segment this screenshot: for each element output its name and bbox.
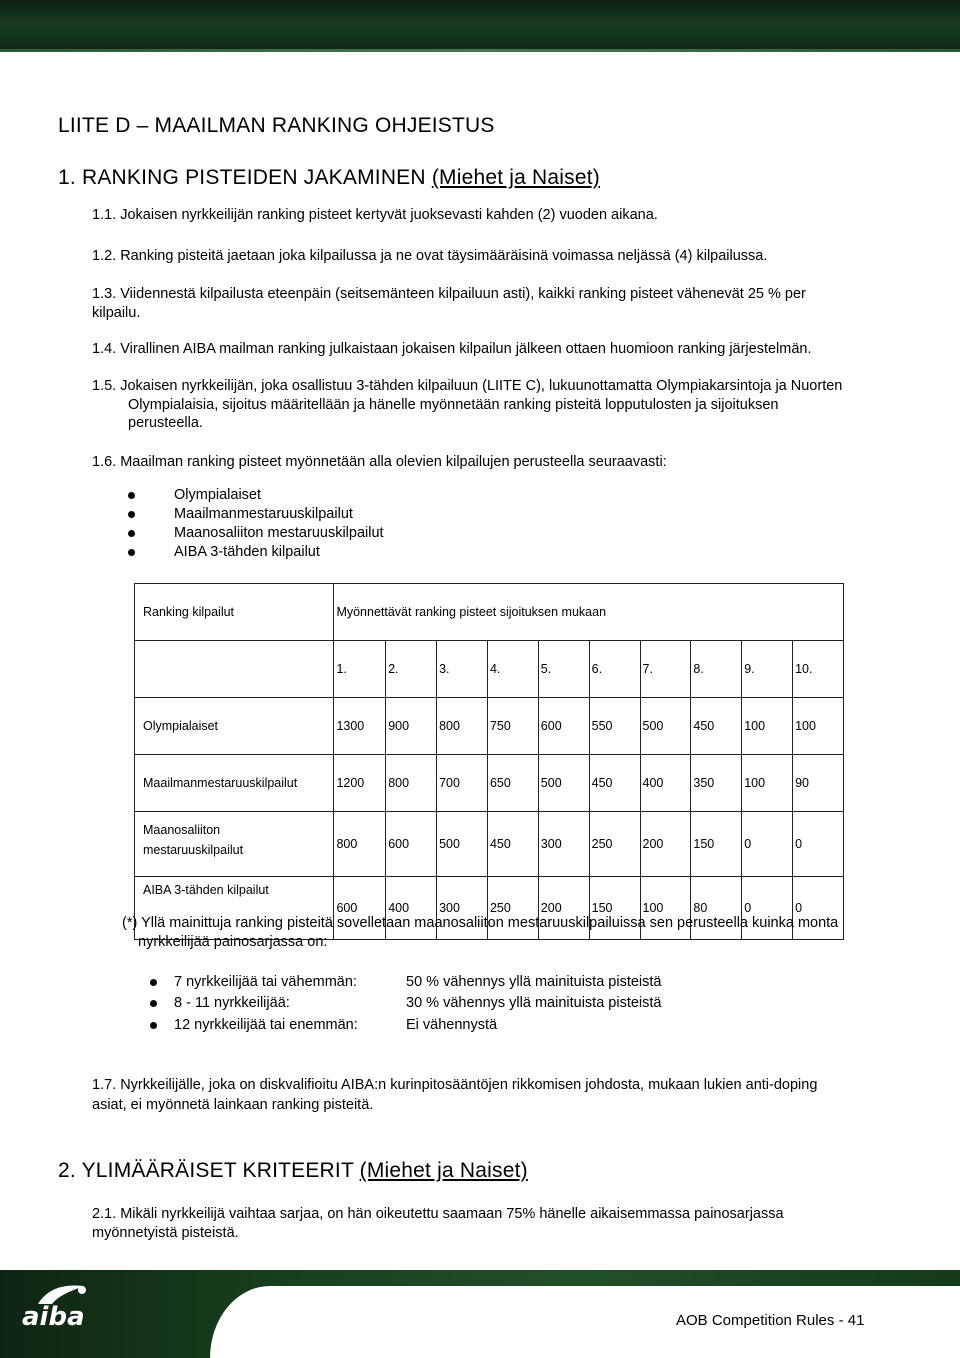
points-cell: 600 xyxy=(334,877,386,940)
reduction-condition: 8 - 11 nyrkkeilijää: xyxy=(174,995,290,1011)
paragraph-1-3-line2: kilpailu. xyxy=(92,305,141,321)
points-cell: 300 xyxy=(437,877,488,940)
points-cell: 800 xyxy=(386,755,437,812)
points-cell: 0 xyxy=(742,877,793,940)
points-cell: 100 xyxy=(742,698,793,755)
paragraph-1-4: 1.4. Virallinen AIBA mailman ranking julkaistaan jokaisen kilpailun jälkeen ottaen huomioon ranking järjestelmän. xyxy=(92,341,812,357)
row-label-line: mestaruuskilpailut xyxy=(143,843,244,857)
points-cell: 350 xyxy=(691,755,742,812)
place-cell: 6. xyxy=(589,641,640,698)
bullet-icon xyxy=(128,492,135,499)
section-2-heading xyxy=(58,1159,528,1183)
reduction-condition: 7 nyrkkeilijää tai vähemmän: xyxy=(174,974,357,990)
points-cell: 80 xyxy=(691,877,742,940)
table-cell-empty xyxy=(135,641,334,698)
paragraph-1-2: 1.2. Ranking pisteitä jaetaan joka kilpailussa ja ne ovat täysimääräisinä voimassa neljässä (4) kilpailussa. xyxy=(92,248,768,264)
table-header-row xyxy=(135,584,844,641)
row-label: Olympialaiset xyxy=(135,698,334,755)
ranking-points-table xyxy=(134,583,844,940)
paragraph-2-1-line2: myönnetyistä pisteistä. xyxy=(92,1225,239,1241)
points-cell: 500 xyxy=(437,812,488,877)
table-row xyxy=(135,812,844,877)
bullet-icon xyxy=(128,511,135,518)
points-cell: 0 xyxy=(793,812,844,877)
points-cell: 800 xyxy=(334,812,386,877)
points-cell: 150 xyxy=(589,877,640,940)
list-item: Maanosaliiton mestaruuskilpailut xyxy=(174,525,384,541)
place-cell: 1. xyxy=(334,641,386,698)
points-cell: 600 xyxy=(386,812,437,877)
points-cell: 1200 xyxy=(334,755,386,812)
points-cell: 400 xyxy=(386,877,437,940)
section-1-suffix: (Miehet ja Naiset) xyxy=(431,166,600,189)
points-cell: 600 xyxy=(538,698,589,755)
paragraph-1-6: 1.6. Maailman ranking pisteet myönnetään alla olevien kilpailujen perusteella seuraavasti: xyxy=(92,454,667,470)
points-cell: 750 xyxy=(487,698,538,755)
table-header-competitions: Ranking kilpailut xyxy=(135,584,334,641)
bullet-icon xyxy=(150,979,157,986)
section-1-number: 1. xyxy=(58,166,76,189)
bullet-icon xyxy=(150,1022,157,1029)
points-cell: 700 xyxy=(437,755,488,812)
list-item: Olympialaiset xyxy=(174,487,262,503)
points-cell: 100 xyxy=(793,698,844,755)
points-cell: 250 xyxy=(589,812,640,877)
table-row xyxy=(135,698,844,755)
points-cell: 900 xyxy=(386,698,437,755)
reduction-value: Ei vähennystä xyxy=(406,1017,498,1033)
row-label: AIBA 3-tähden kilpailut xyxy=(135,877,334,940)
header-band xyxy=(0,0,960,52)
points-cell: 100 xyxy=(742,755,793,812)
paragraph-1-5-line3: perusteella. xyxy=(128,415,203,431)
list-item: AIBA 3-tähden kilpailut xyxy=(174,544,320,560)
place-cell: 7. xyxy=(640,641,691,698)
place-cell: 8. xyxy=(691,641,742,698)
points-cell: 200 xyxy=(640,812,691,877)
aiba-logo-text: aiba xyxy=(22,1302,85,1332)
row-label: Maailmanmestaruuskilpailut xyxy=(135,755,334,812)
list-item: Maailmanmestaruuskilpailut xyxy=(174,506,353,522)
points-cell: 300 xyxy=(538,812,589,877)
paragraph-1-3-line1: 1.3. Viidennestä kilpailusta eteenpäin (seitsemänteen kilpailuun asti), kaikki ranking pisteet vähenevät 25 % per xyxy=(92,286,806,302)
table-row xyxy=(135,755,844,812)
bullet-icon xyxy=(128,549,135,556)
place-cell: 10. xyxy=(793,641,844,698)
bullet-icon xyxy=(128,530,135,537)
bullet-icon xyxy=(150,1000,157,1007)
points-cell: 450 xyxy=(691,698,742,755)
paragraph-1-1: 1.1. Jokaisen nyrkkeilijän ranking pisteet kertyvät juoksevasti kahden (2) vuoden aikana. xyxy=(92,207,658,223)
page-footer-label: AOB Competition Rules - 41 xyxy=(676,1312,865,1329)
table-header-points: Myönnettävät ranking pisteet sijoituksen mukaan xyxy=(334,584,844,641)
note-line1: (*) Yllä mainittuja ranking pisteitä sovelletaan maanosaliiton mestaruuskilpailuissa sen perusteella kuinka monta xyxy=(122,915,839,931)
points-cell: 800 xyxy=(437,698,488,755)
place-cell: 4. xyxy=(487,641,538,698)
reduction-value: 50 % vähennys yllä mainituista pisteistä xyxy=(406,974,662,990)
paragraph-1-5-line2: Olympialaisia, sijoitus määritellään ja hänelle myönnetään ranking pisteitä lopputulosten ja sijoituksen xyxy=(128,397,779,413)
document-title: LIITE D – MAAILMAN RANKING OHJEISTUS xyxy=(58,114,495,137)
section-1-title: RANKING PISTEIDEN JAKAMINEN xyxy=(81,166,426,189)
paragraph-1-7-line2: asiat, ei myönnetä lainkaan ranking pisteitä. xyxy=(92,1097,374,1113)
points-cell: 90 xyxy=(793,755,844,812)
paragraph-1-5-line1: 1.5. Jokaisen nyrkkeilijän, joka osallistuu 3-tähden kilpailuun (LIITE C), lukuunottamatta Olympiakarsintoja ja Nuorten xyxy=(92,378,843,394)
note-line2: nyrkkeilijää painosarjassa on: xyxy=(138,934,328,950)
points-cell: 0 xyxy=(793,877,844,940)
paragraph-2-1-line1: 2.1. Mikäli nyrkkeilijä vaihtaa sarjaa, on hän oikeutettu saamaan 75% hänelle aikaisemmassa painosarjassa xyxy=(92,1206,784,1222)
table-places-row xyxy=(135,641,844,698)
reduction-condition: 12 nyrkkeilijää tai enemmän: xyxy=(174,1017,358,1033)
reduction-value: 30 % vähennys yllä mainituista pisteistä xyxy=(406,995,662,1011)
points-cell: 500 xyxy=(640,698,691,755)
section-2-title: YLIMÄÄRÄISET KRITEERIT xyxy=(81,1159,354,1182)
row-label xyxy=(135,812,334,877)
points-cell: 250 xyxy=(487,877,538,940)
place-cell: 2. xyxy=(386,641,437,698)
place-cell: 9. xyxy=(742,641,793,698)
points-cell: 150 xyxy=(691,812,742,877)
points-cell: 400 xyxy=(640,755,691,812)
row-label-line: Maanosaliiton xyxy=(143,823,221,837)
points-cell: 200 xyxy=(538,877,589,940)
paragraph-1-7-line1: 1.7. Nyrkkeilijälle, joka on diskvalifioitu AIBA:n kurinpitosääntöjen rikkomisen johdosta, mukaan lukien anti-doping xyxy=(92,1077,818,1093)
section-1-heading xyxy=(58,166,600,190)
section-2-number: 2. xyxy=(58,1159,76,1182)
points-cell: 550 xyxy=(589,698,640,755)
place-cell: 5. xyxy=(538,641,589,698)
points-cell: 0 xyxy=(742,812,793,877)
section-2-suffix: (Miehet ja Naiset) xyxy=(359,1159,528,1182)
points-cell: 1300 xyxy=(334,698,386,755)
points-cell: 650 xyxy=(487,755,538,812)
points-cell: 450 xyxy=(589,755,640,812)
points-cell: 450 xyxy=(487,812,538,877)
points-cell: 100 xyxy=(640,877,691,940)
place-cell: 3. xyxy=(437,641,488,698)
points-cell: 500 xyxy=(538,755,589,812)
